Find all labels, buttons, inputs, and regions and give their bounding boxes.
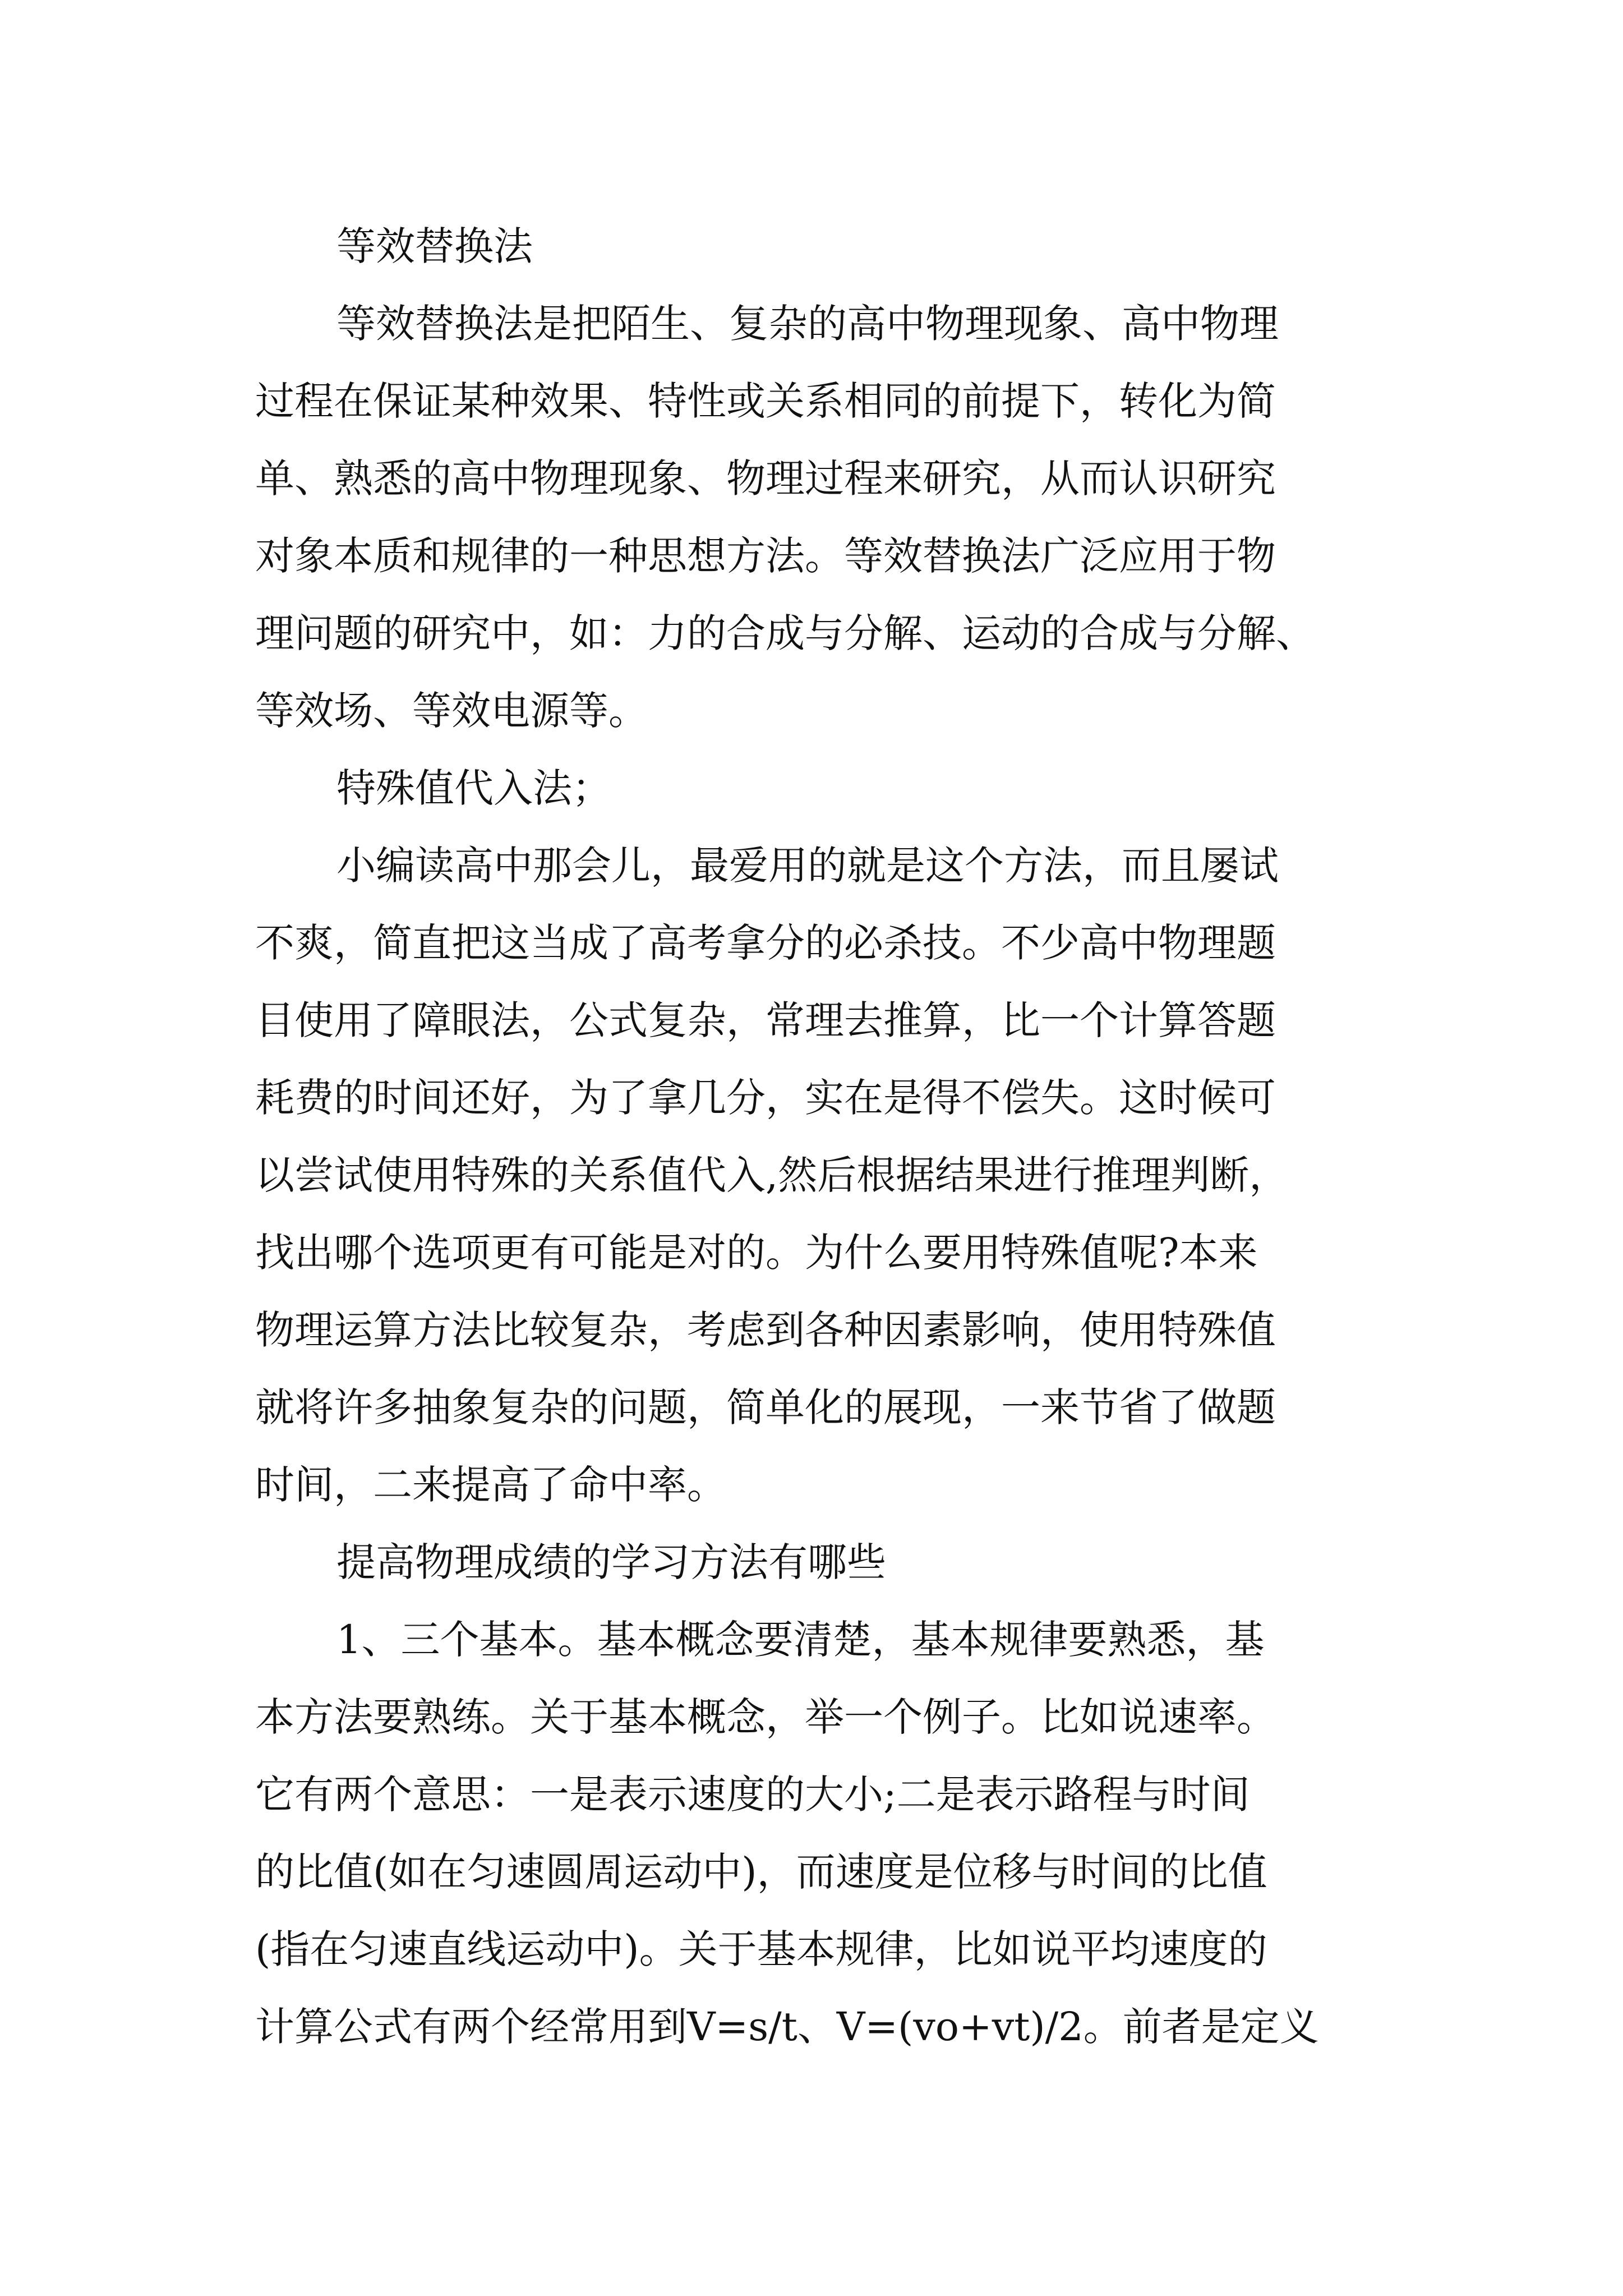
paragraph-line: 等效替换法是把陌生、复杂的高中物理现象、高中物理 bbox=[336, 301, 1279, 347]
heading-study-methods: 提高物理成绩的学习方法有哪些 bbox=[336, 1539, 886, 1585]
paragraph-line: 的比值(如在匀速圆周运动中)，而速度是位移与时间的比值 bbox=[255, 1849, 1267, 1895]
paragraph-line: 等效场、等效电源等。 bbox=[255, 688, 648, 734]
paragraph-line: 不爽，简直把这当成了高考拿分的必杀技。不少高中物理题 bbox=[255, 920, 1276, 966]
paragraph-line: 就将许多抽象复杂的问题，简单化的展现，一来节省了做题 bbox=[255, 1384, 1276, 1430]
paragraph-line: (指在匀速直线运动中)。关于基本规律，比如说平均速度的 bbox=[255, 1926, 1267, 1972]
paragraph-line: 1、三个基本。基本概念要清楚，基本规律要熟悉，基 bbox=[336, 1617, 1265, 1663]
paragraph-line: 计算公式有两个经常用到V=s/t、V=(vo+vt)/2。前者是定义 bbox=[255, 2004, 1319, 2050]
paragraph-line: 对象本质和规律的一种思想方法。等效替换法广泛应用于物 bbox=[255, 533, 1276, 579]
paragraph-line: 小编读高中那会儿，最爱用的就是这个方法，而且屡试 bbox=[336, 843, 1279, 889]
paragraph-line: 物理运算方法比较复杂，考虑到各种因素影响，使用特殊值 bbox=[255, 1307, 1276, 1353]
paragraph-line: 时间，二来提高了命中率。 bbox=[255, 1462, 726, 1508]
paragraph-line: 找出哪个选项更有可能是对的。为什么要用特殊值呢?本来 bbox=[255, 1230, 1258, 1276]
paragraph-line: 单、熟悉的高中物理现象、物理过程来研究，从而认识研究 bbox=[255, 455, 1276, 501]
paragraph-line: 以尝试使用特殊的关系值代入,然后根据结果进行推理判断， bbox=[255, 1152, 1289, 1198]
paragraph-line: 本方法要熟练。关于基本概念，举一个例子。比如说速率。 bbox=[255, 1694, 1276, 1740]
paragraph-line: 耗费的时间还好，为了拿几分，实在是得不偿失。这时候可 bbox=[255, 1075, 1276, 1121]
heading-equivalent-substitution: 等效替换法 bbox=[336, 223, 533, 269]
paragraph-line: 过程在保证某种效果、特性或关系相同的前提下，转化为简 bbox=[255, 378, 1276, 424]
heading-special-value: 特殊值代入法； bbox=[336, 765, 611, 811]
document-body bbox=[255, 208, 1382, 2065]
paragraph-line: 理问题的研究中，如：力的合成与分解、运动的合成与分解、 bbox=[255, 610, 1315, 656]
paragraph-line: 目使用了障眼法，公式复杂，常理去推算，比一个计算答题 bbox=[255, 997, 1276, 1043]
paragraph-line: 它有两个意思：一是表示速度的大小;二是表示路程与时间 bbox=[255, 1772, 1250, 1818]
